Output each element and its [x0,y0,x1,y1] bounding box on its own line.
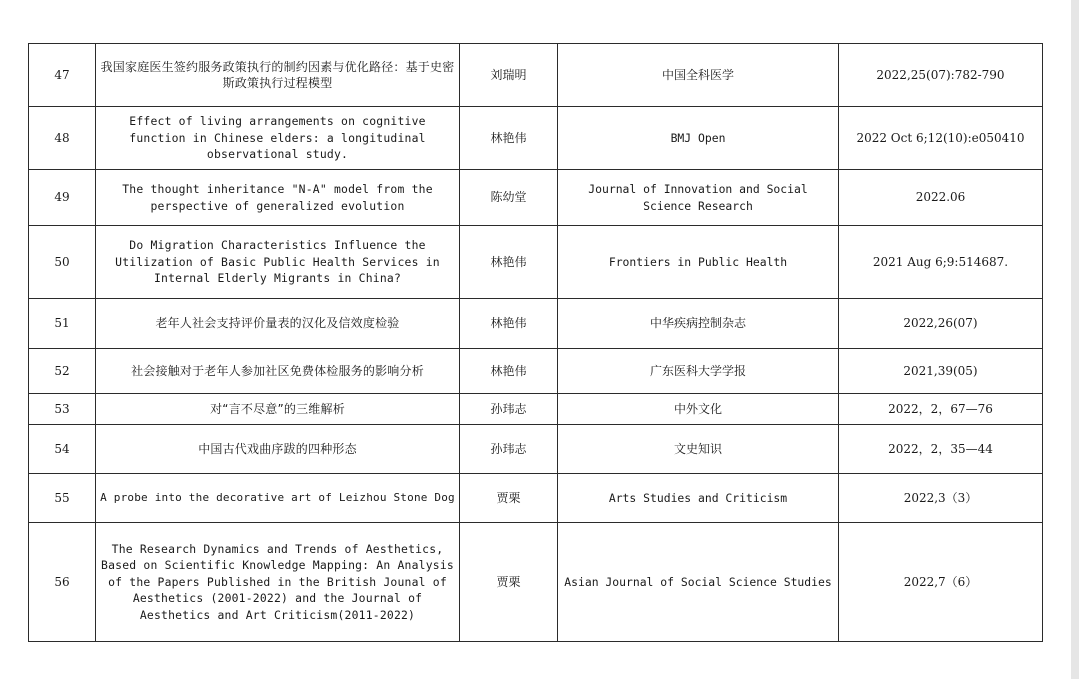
publication-date: 2022，2，67—76 [839,394,1043,425]
row-number: 47 [29,44,96,107]
page-right-edge [1071,0,1079,679]
publication-date: 2022,3（3） [839,474,1043,523]
table-row [29,107,1043,170]
publication-date: 2022,26(07) [839,299,1043,349]
table-row [29,474,1043,523]
author: 林艳伟 [460,349,558,394]
publication-date: 2022，2，35—44 [839,425,1043,474]
paper-title: A probe into the decorative art of Leizhou Stone Dog [96,474,460,523]
author: 陈幼堂 [460,170,558,226]
author: 贾栗 [460,523,558,642]
paper-title: Effect of living arrangements on cognitive function in Chinese elders: a longitudinal observational study. [96,107,460,170]
publication-date: 2022 Oct 6;12(10):e050410 [839,107,1043,170]
row-number: 56 [29,523,96,642]
table-row [29,170,1043,226]
paper-title: 我国家庭医生签约服务政策执行的制约因素与优化路径：基于史密斯政策执行过程模型 [96,44,460,107]
journal: 中华疾病控制杂志 [558,299,839,349]
paper-title: The thought inheritance "N-A" model from the perspective of generalized evolution [96,170,460,226]
row-number: 49 [29,170,96,226]
row-number: 53 [29,394,96,425]
paper-title: Do Migration Characteristics Influence the Utilization of Basic Public Health Services in Internal Elderly Migrants in China? [96,226,460,299]
table-row [29,349,1043,394]
journal: Arts Studies and Criticism [558,474,839,523]
row-number: 55 [29,474,96,523]
publication-date: 2022,25(07):782-790 [839,44,1043,107]
table-row [29,394,1043,425]
journal: Journal of Innovation and Social Science Research [558,170,839,226]
paper-title: The Research Dynamics and Trends of Aesthetics, Based on Scientific Knowledge Mapping: An Analysis of the Papers Published in the British Jounal of Aesthetics (2001-2022) and the Journal of Aesthetics and Art Criticism(2011-2022) [96,523,460,642]
row-number: 51 [29,299,96,349]
journal: 广东医科大学学报 [558,349,839,394]
author: 林艳伟 [460,107,558,170]
publication-date: 2022.06 [839,170,1043,226]
table-row [29,44,1043,107]
author: 贾栗 [460,474,558,523]
author: 孙玮志 [460,394,558,425]
row-number: 54 [29,425,96,474]
paper-title: 对“言不尽意”的三维解析 [96,394,460,425]
journal: 中外文化 [558,394,839,425]
author: 林艳伟 [460,299,558,349]
journal: BMJ Open [558,107,839,170]
publication-date: 2021 Aug 6;9:514687. [839,226,1043,299]
table-row [29,425,1043,474]
author: 孙玮志 [460,425,558,474]
author: 刘瑞明 [460,44,558,107]
paper-title: 中国古代戏曲序跋的四种形态 [96,425,460,474]
journal: 中国全科医学 [558,44,839,107]
publications-table [28,43,1043,642]
row-number: 52 [29,349,96,394]
publication-date: 2022,7（6） [839,523,1043,642]
journal: 文史知识 [558,425,839,474]
paper-title: 社会接触对于老年人参加社区免费体检服务的影响分析 [96,349,460,394]
journal: Frontiers in Public Health [558,226,839,299]
journal: Asian Journal of Social Science Studies [558,523,839,642]
author: 林艳伟 [460,226,558,299]
row-number: 48 [29,107,96,170]
table-row [29,299,1043,349]
paper-title: 老年人社会支持评价量表的汉化及信效度检验 [96,299,460,349]
publication-date: 2021,39(05) [839,349,1043,394]
row-number: 50 [29,226,96,299]
table-row [29,226,1043,299]
table-row [29,523,1043,642]
